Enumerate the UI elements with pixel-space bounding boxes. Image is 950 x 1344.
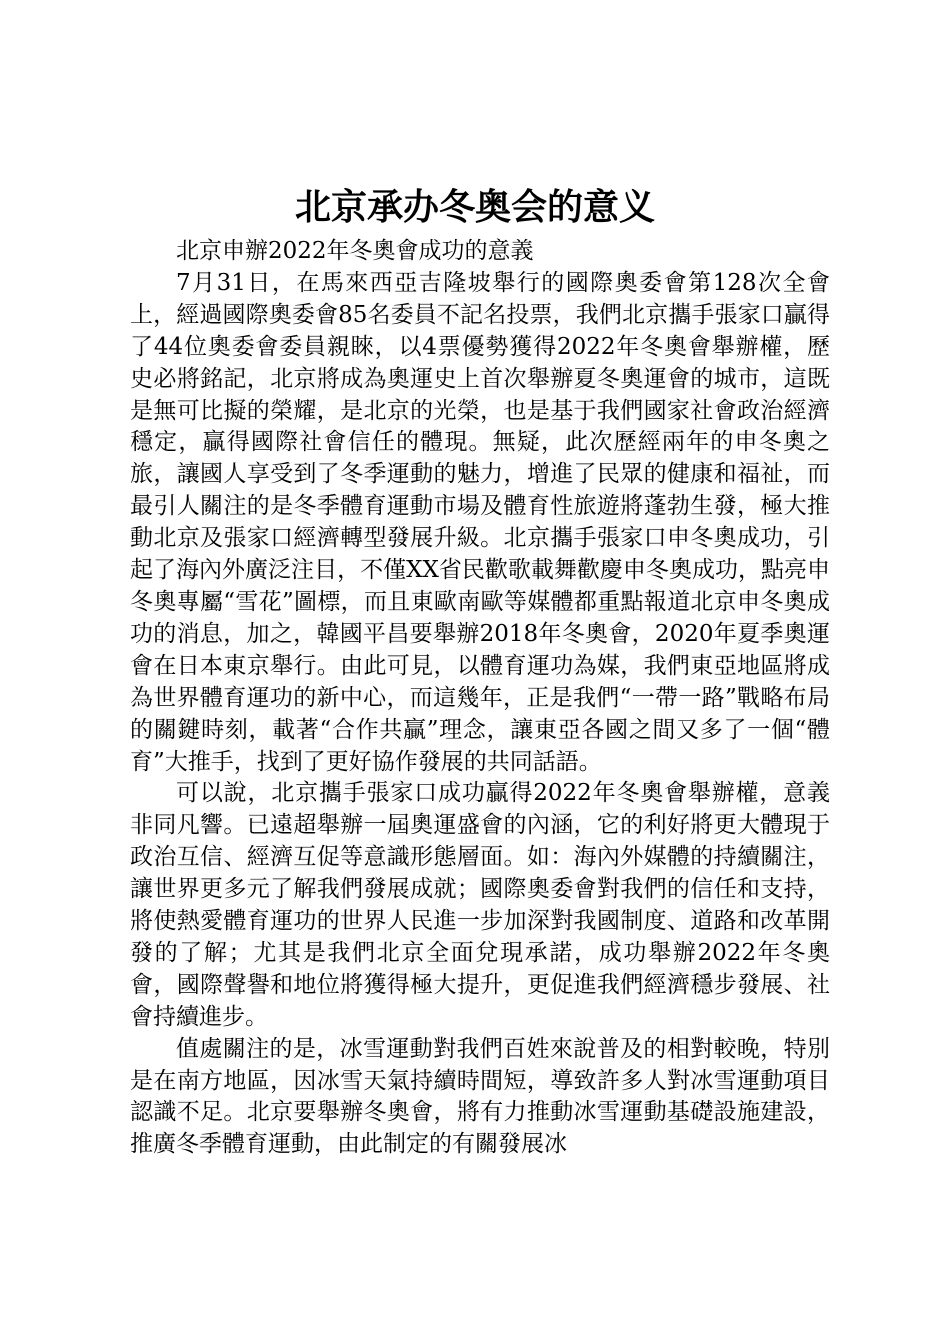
document-body bbox=[130, 236, 830, 1161]
body-paragraph: 值處關注的是，冰雪運動對我們百姓來說普及的相對較晚，特別是在南方地區，因冰雪天氣持續時間短，導致許多人對冰雪運動項目認識不足。北京要舉辦冬奧會，將有力推動冰雪運動基礎設施建設，推廣冬季體育運動，由此制定的有關發展冰 bbox=[130, 1035, 830, 1158]
document-title: 北京承办冬奥会的意义 bbox=[294, 187, 655, 228]
subtitle-paragraph: 北京申辦2022年冬奧會成功的意義 bbox=[176, 238, 534, 264]
body-paragraph: 7月31日，在馬來西亞吉隆坡舉行的國際奧委會第128次全會上，經過國際奧委會85名委員不記名投票，我們北京攜手張家口贏得了44位奧委會委員親睞，以4票優勢獲得2022年冬奧會舉辦權，歷史必將銘記，北京將成為奧運史上首次舉辦夏冬奧運會的城市，這既是無可比擬的榮耀，是北京的光榮，也是基于我們國家社會政治經濟穩定，贏得國際社會信任的體現。無疑，此次歷經兩年的申冬奧之旅，讓國人享受到了冬季運動的魅力，增進了民眾的健康和福祉，而最引人關注的是冬季體育運動市場及體育性旅遊將蓬勃生發，極大推動北京及張家口經濟轉型發展升級。北京攜手張家口申冬奧成功，引起了海內外廣泛注目，不僅XX省民歡歌載舞歡慶申冬奧成功，點亮申冬奧專屬“雪花”圖標，而且東歐南歐等媒體都重點報道北京申冬奧成功的消息，加之，韓國平昌要舉辦2018年冬奧會，2020年夏季奧運會在日本東京舉行。由此可見，以體育運功為媒，我們東亞地區將成為世界體育運功的新中心，而這幾年，正是我們“一帶一路”戰略布局的關鍵時刻，載著“合作共贏”理念，讓東亞各國之間又多了一個“體育”大推手，找到了更好協作發展的共同話語。 bbox=[130, 269, 830, 775]
body-paragraph: 可以說，北京攜手張家口成功贏得2022年冬奧會舉辦權，意義非同凡響。已遠超舉辦一屆奧運盛會的內涵，它的利好將更大體現于政治互信、經濟互促等意識形態層面。如：海內外媒體的持續關注，讓世界更多元了解我們發展成就；國際奧委會對我們的信任和支持，將使熱愛體育運功的世界人民進一步加深對我國制度、道路和改革開發的了解；尤其是我們北京全面兌現承諾，成功舉辦2022年冬奧會，國際聲譽和地位將獲得極大提升，更促進我們經濟穩步發展、社會持續進步。 bbox=[130, 780, 830, 1030]
